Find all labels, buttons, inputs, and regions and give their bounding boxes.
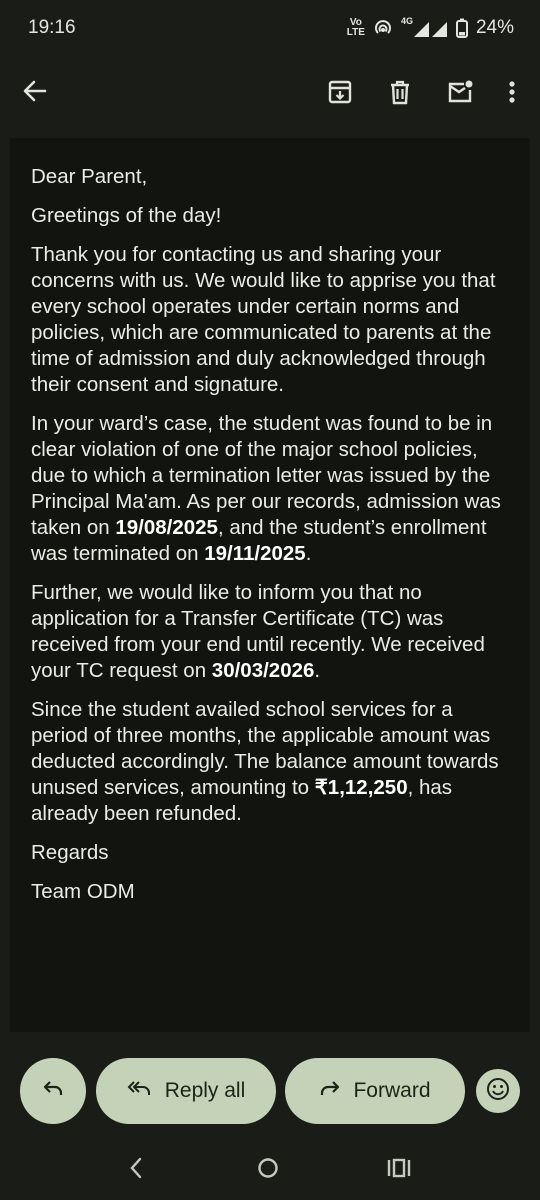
refund-amount: ₹1,12,250 xyxy=(314,776,408,799)
forward-icon xyxy=(319,1079,341,1103)
reply-all-icon xyxy=(127,1079,153,1103)
signature: Team ODM xyxy=(31,880,135,903)
reply-all-label: Reply all xyxy=(164,1079,246,1102)
archive-icon[interactable] xyxy=(326,78,354,106)
reply-button[interactable] xyxy=(20,1058,86,1124)
delete-icon[interactable] xyxy=(386,78,414,106)
emoji-icon xyxy=(485,1076,511,1107)
signal-icon: 4G xyxy=(401,19,448,37)
app-bar xyxy=(0,56,540,134)
greeting: Greetings of the day! xyxy=(31,204,222,227)
reply-icon xyxy=(42,1079,64,1103)
nav-recents-icon[interactable] xyxy=(386,1156,412,1185)
termination-date: 19/11/2025 xyxy=(204,542,306,565)
status-time: 19:16 xyxy=(28,17,76,38)
battery-icon xyxy=(456,18,468,38)
emoji-reaction-button[interactable] xyxy=(476,1069,520,1113)
paragraph-tc: Further, we would like to inform you that no application for a Transfer Certificate (TC) was received from your end until recently. We received your TC request on 30/03/2026. xyxy=(31,581,485,682)
reply-all-button[interactable] xyxy=(96,1058,276,1124)
paragraph-refund: Since the student availed school services for a period of three months, the applicable amount was deducted accordingly. The balance amount towards unused services, amounting to ₹1,12,250, has already been refunded. xyxy=(31,698,499,825)
email-body xyxy=(10,138,530,1032)
volte-indicator: Vo LTE xyxy=(346,17,365,38)
hotspot-icon xyxy=(373,18,393,38)
paragraph-intro: Thank you for contacting us and sharing your concerns with us. We would like to apprise you that every school operates under certain norms and policies, which are communicated to parents at the time of admission and duly acknowledged through their consent and signature. xyxy=(31,243,496,396)
forward-button[interactable] xyxy=(285,1058,465,1124)
back-arrow-icon[interactable] xyxy=(22,78,48,104)
admission-date: 19/08/2025 xyxy=(115,516,218,539)
closing: Regards xyxy=(31,841,109,864)
nav-home-icon[interactable] xyxy=(256,1156,280,1185)
status-icons xyxy=(347,17,514,39)
mark-unread-icon[interactable] xyxy=(446,78,474,106)
system-nav-bar xyxy=(0,1140,540,1200)
nav-back-icon[interactable] xyxy=(126,1156,146,1185)
salutation: Dear Parent, xyxy=(31,165,148,188)
paragraph-termination: In your ward’s case, the student was found to be in clear violation of one of the major school policies, due to which a termination letter was issued by the Principal Ma'am. As per our records, admission was taken on 19/08/2025, and the student’s enrollment was terminated on 19/11/2025. xyxy=(31,412,501,565)
bottom-actions xyxy=(0,1040,540,1130)
more-vert-icon[interactable] xyxy=(500,78,528,106)
forward-label: Forward xyxy=(353,1079,431,1102)
status-bar xyxy=(0,0,540,56)
tc-request-date: 30/03/2026 xyxy=(211,659,315,682)
battery-percent: 24% xyxy=(475,17,514,38)
